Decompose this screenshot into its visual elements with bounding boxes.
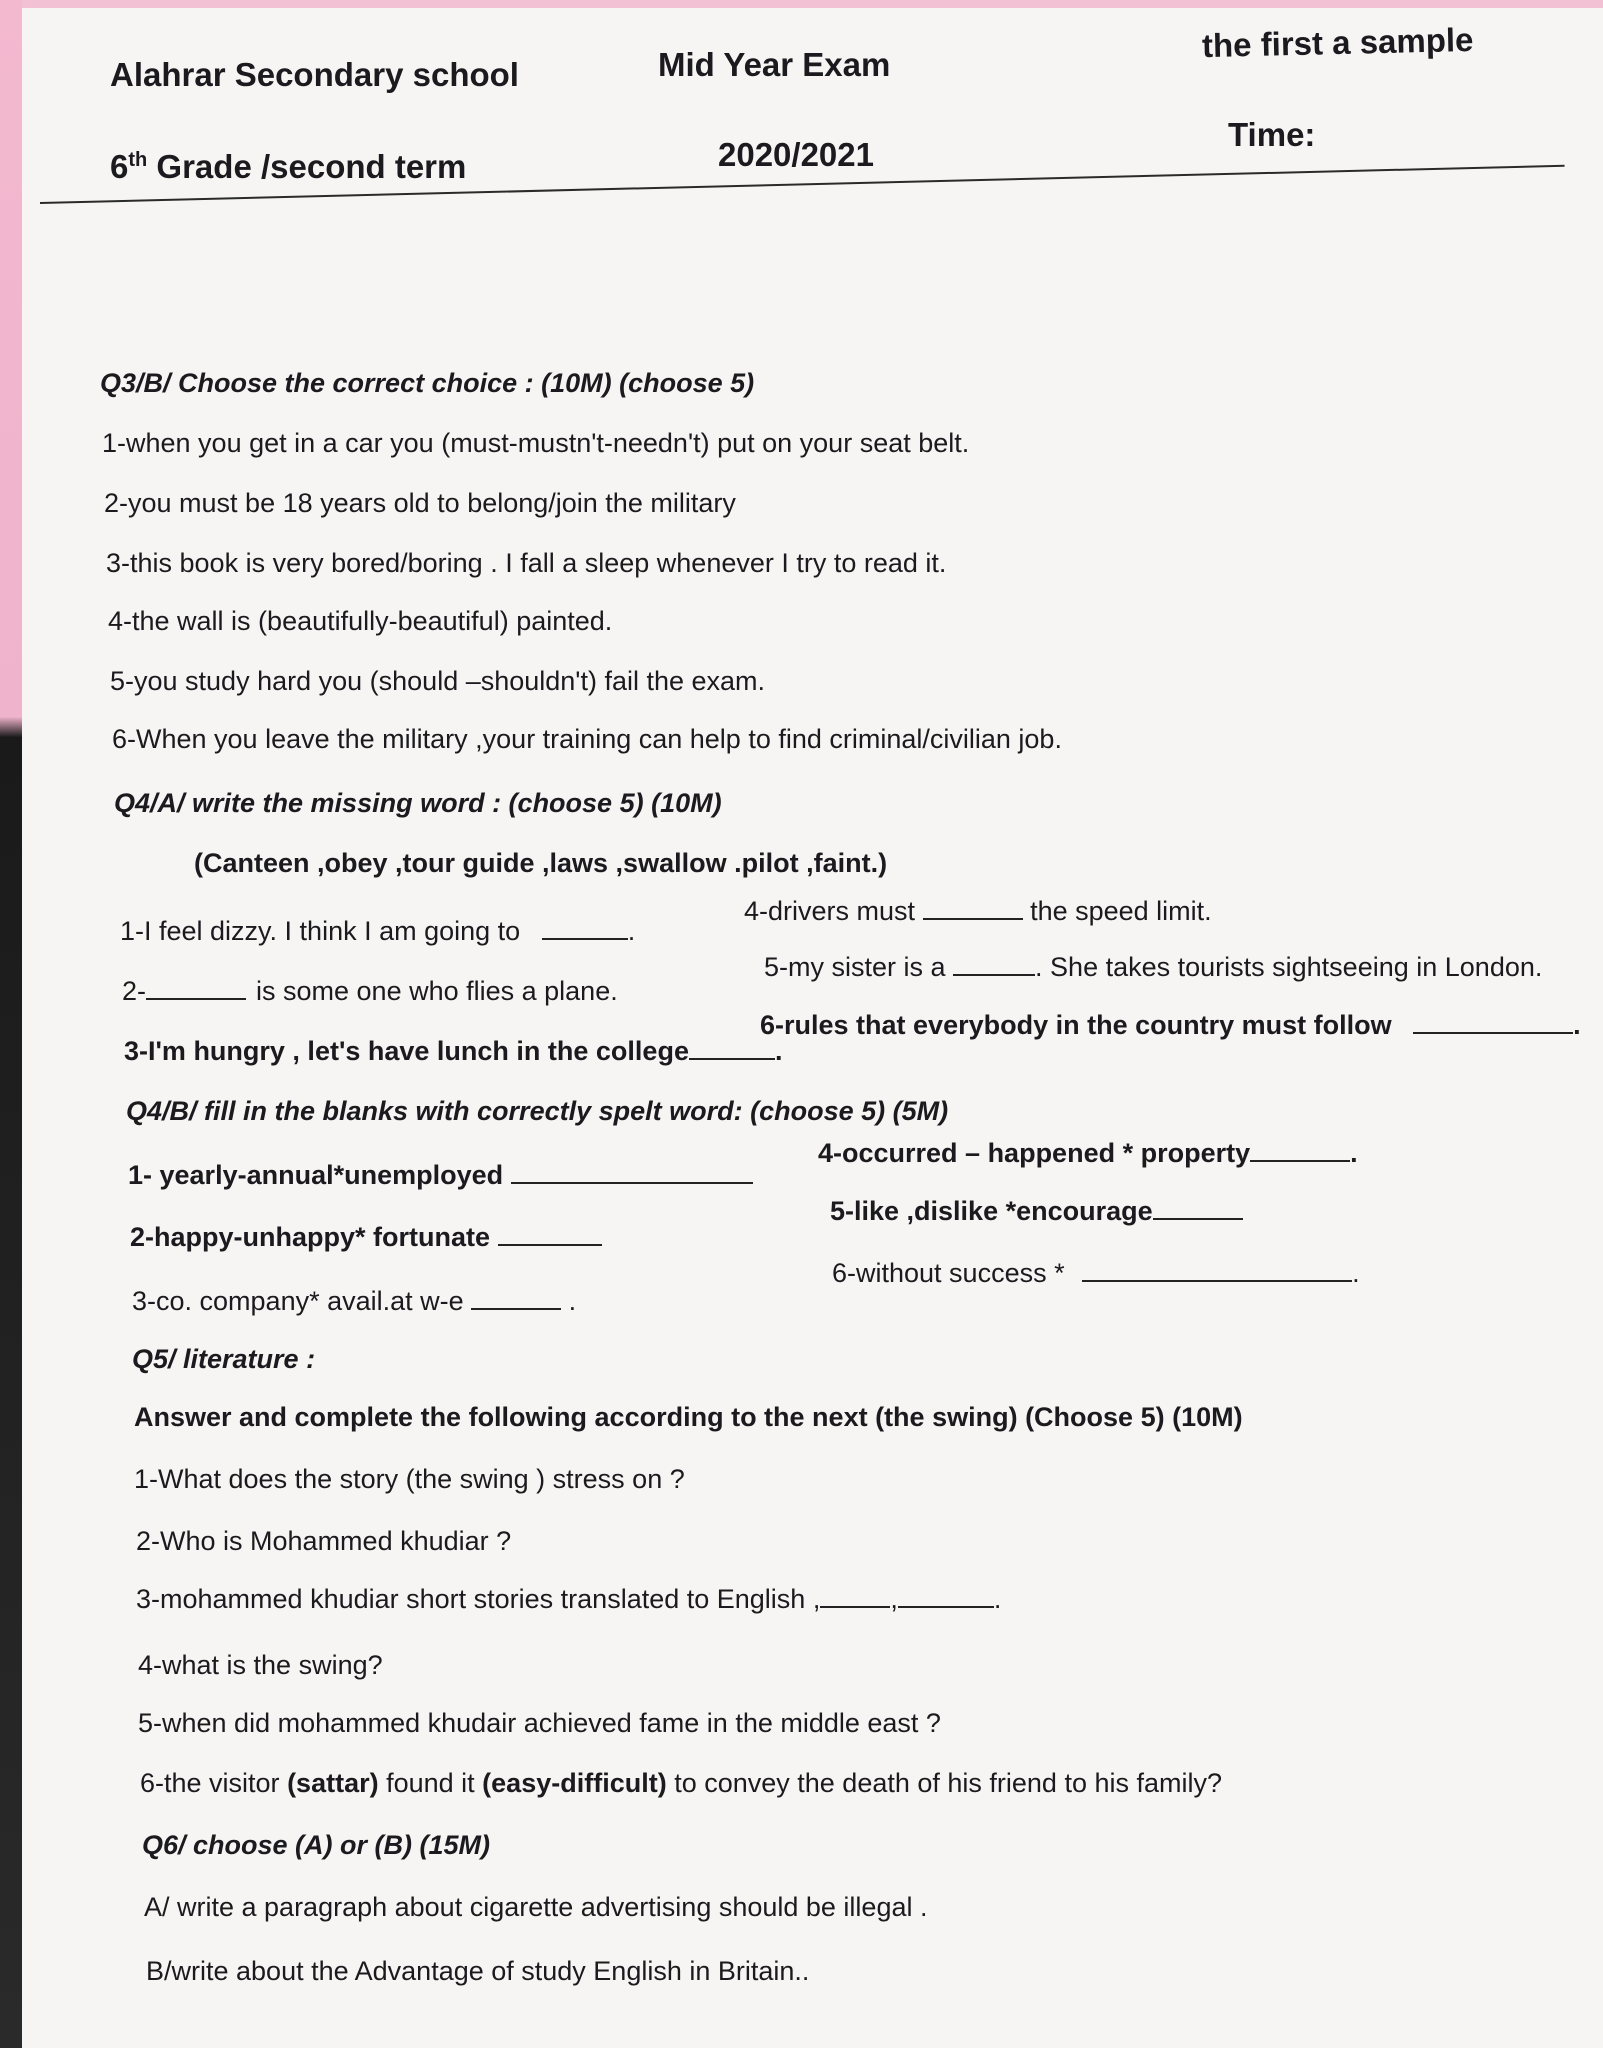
q4b-item-6-text: 6-without success * (832, 1258, 1065, 1288)
answer-blank[interactable] (689, 1056, 775, 1060)
q4a-item-6: 6-rules that everybody in the country must follow . (760, 1010, 1581, 1040)
q3b-item-4: 4-the wall is (beautifully-beautiful) painted. (108, 606, 613, 636)
q5-title: Q5/ literature : (132, 1344, 316, 1374)
school-name: Alahrar Secondary school (110, 56, 519, 93)
q3b-item-3: 3-this book is very bored/boring . I fall a sleep whenever I try to read it. (106, 548, 947, 578)
q6-option-b: B/write about the Advantage of study English in Britain.. (146, 1956, 810, 1986)
q4b-item-3: 3-co. company* avail.at w-e . (132, 1286, 577, 1316)
q4a-item-4-text: the speed limit. (1030, 896, 1212, 926)
grade-number: 6 (110, 148, 129, 185)
answer-blank[interactable] (820, 1604, 890, 1608)
q4a-title: Q4/A/ write the missing word : (choose 5) (10M) (114, 788, 722, 818)
q4b-item-5-text: 5-like ,dislike *encourage (830, 1196, 1153, 1226)
sample-label: the first a sample (1201, 20, 1474, 65)
q4a-item-1: 1-I feel dizzy. I think I am going to . (120, 916, 636, 946)
answer-blank[interactable] (953, 972, 1035, 976)
page-edge-left (0, 0, 22, 2048)
q4b-title: Q4/B/ fill in the blanks with correctly spelt word: (choose 5) (5M) (126, 1096, 949, 1126)
q4a-item-2 (122, 976, 618, 1007)
time-label: Time: (1228, 116, 1316, 153)
q4a-item-5 (764, 952, 1542, 983)
q4a-item-4 (744, 896, 1212, 927)
q4b-item-6: 6-without success * . (832, 1258, 1360, 1288)
q5-item-3: 3-mohammed khudiar short stories translated to English , , . (136, 1584, 1002, 1614)
q4b-item-1 (128, 1160, 753, 1191)
q4b-item-4: 4-occurred – happened * property . (818, 1138, 1358, 1168)
answer-blank[interactable] (923, 916, 1023, 920)
q4b-item-2-text: 2-happy-unhappy* fortunate (130, 1222, 491, 1252)
q4a-item-4-prefix: 4-drivers must (744, 896, 916, 926)
q4b-item-2 (130, 1222, 602, 1253)
q4a-item-3: 3-I'm hungry , let's have lunch in the college . (124, 1036, 783, 1066)
answer-blank[interactable] (471, 1306, 561, 1310)
q5-item-1: 1-What does the story (the swing ) stress on ? (134, 1464, 685, 1494)
answer-blank[interactable] (542, 936, 628, 940)
q4b-item-1-text: 1- yearly-annual*unemployed (128, 1160, 504, 1190)
q3b-item-1: 1-when you get in a car you (must-mustn't-needn't) put on your seat belt. (102, 428, 970, 458)
grade-text: Grade /second term (147, 148, 467, 185)
answer-blank[interactable] (511, 1180, 753, 1184)
answer-blank[interactable] (498, 1242, 602, 1246)
answer-blank[interactable] (898, 1604, 994, 1608)
q5-item-6-c: found it (378, 1768, 483, 1798)
answer-blank[interactable] (1082, 1278, 1352, 1282)
q4a-item-5-text: . She takes tourists sightseeing in London. (1035, 952, 1543, 982)
q3b-item-6: 6-When you leave the military ,your training can help to find criminal/civilian job. (112, 724, 1062, 754)
answer-blank[interactable] (146, 996, 246, 1000)
q4b-item-5 (830, 1196, 1243, 1227)
school-year: 2020/2021 (718, 136, 874, 173)
q3b-title: Q3/B/ Choose the correct choice : (10M) (choose 5) (100, 368, 755, 398)
grade-term (110, 148, 466, 186)
exam-sheet (22, 8, 1603, 2048)
q5-item-3-text: 3-mohammed khudiar short stories translated to English , (136, 1584, 821, 1614)
q3b-item-5: 5-you study hard you (should –shouldn't) fail the exam. (110, 666, 766, 696)
q5-item-4: 4-what is the swing? (138, 1650, 383, 1680)
q4a-item-1-text: 1-I feel dizzy. I think I am going to (120, 916, 521, 946)
answer-blank[interactable] (1413, 1030, 1573, 1034)
q4b-item-3-text: 3-co. company* avail.at w-e (132, 1286, 464, 1316)
q5-item-6 (140, 1768, 1222, 1799)
q6-option-a: A/ write a paragraph about cigarette advertising should be illegal . (144, 1892, 928, 1922)
grade-suffix: th (128, 149, 148, 171)
q6-title: Q6/ choose (A) or (B) (15M) (142, 1830, 491, 1860)
q5-item-6-b: (sattar) (287, 1768, 379, 1798)
q5-item-5: 5-when did mohammed khudair achieved fame in the middle east ? (138, 1708, 941, 1738)
q5-item-6-a: 6-the visitor (140, 1768, 288, 1798)
answer-blank[interactable] (1153, 1216, 1243, 1220)
q4b-item-4-text: 4-occurred – happened * property (818, 1138, 1251, 1168)
q5-intro: Answer and complete the following according to the next (the swing) (Choose 5) (10M) (134, 1402, 1243, 1432)
q4a-item-2-prefix: 2- (122, 976, 147, 1006)
q4a-item-2-text: is some one who flies a plane. (256, 976, 618, 1006)
q5-item-6-d: (easy-difficult) (482, 1768, 667, 1798)
exam-title: Mid Year Exam (658, 46, 891, 83)
q5-item-6-e: to convey the death of his friend to his family? (666, 1768, 1223, 1798)
q4a-word-bank: (Canteen ,obey ,tour guide ,laws ,swallow .pilot ,faint.) (194, 848, 888, 878)
q4a-item-6-text: 6-rules that everybody in the country must follow (760, 1010, 1392, 1040)
answer-blank[interactable] (1250, 1158, 1350, 1162)
q4a-item-5-prefix: 5-my sister is a (764, 952, 946, 982)
q5-item-2: 2-Who is Mohammed khudiar ? (136, 1526, 512, 1556)
q3b-item-2: 2-you must be 18 years old to belong/join the military (104, 488, 736, 518)
q4a-item-3-text: 3-I'm hungry , let's have lunch in the college (124, 1036, 689, 1066)
